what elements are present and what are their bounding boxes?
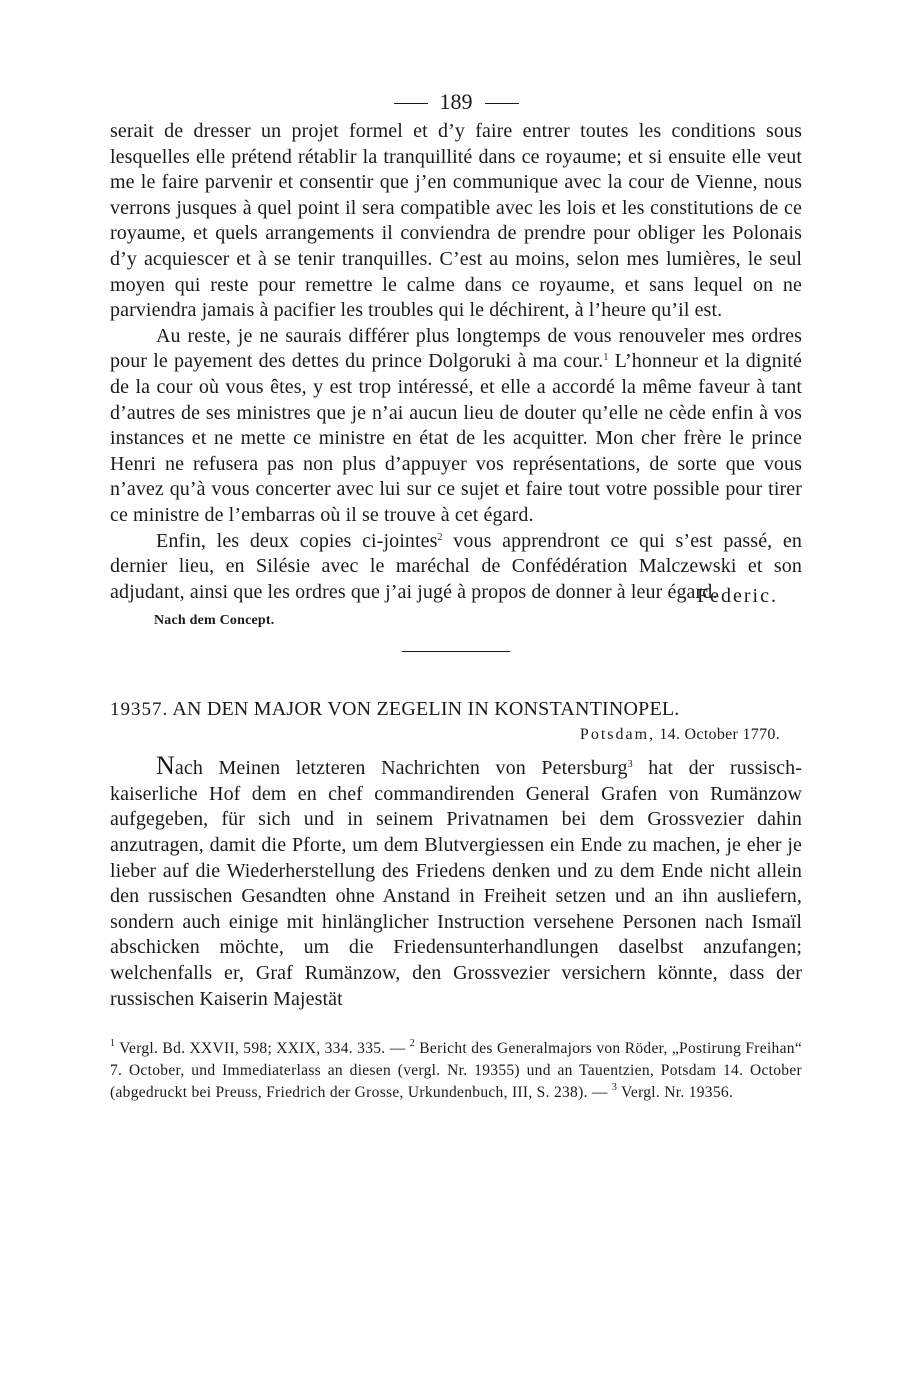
letter-paragraph-1-text-b: hat der russisch-kaiserliche Hof dem en chef commandirenden General Grafen von Rumänzow aufgegeben, für sich und in seinem Privatnamen bei dem Grossvezier dahin anzutragen, damit die Pforte, um dem Blutvergiessen ein Ende zu machen, je eher je lieber auf die Wiederherstellung des Friedens denken und zu dem Ende nicht allein den russischen Gesandten ohne Anstand in Freiheit setzen und an ihn ausliefern, sondern auch einige mit hinlänglicher Instruction versehene Personen nach Ismaïl abschicken möchte, um die Friedensunterhandlungen daselbst anzufangen; welchenfalls er, Graf Rumänzow, den Grossvezier versichern könnte, dass der russischen Kaiserin Majestät bbox=[110, 757, 802, 1010]
letter-heading bbox=[110, 696, 802, 723]
paragraph-3-text-b: vous apprendront ce qui s’est passé, en dernier lieu, en Silésie avec le maréchal de Confédération Malczewski et son adjudant, ainsi que les ordres que j’ai jugé à propos de donner à leur égard. bbox=[110, 529, 802, 603]
initial-letter: N bbox=[156, 751, 175, 781]
letter-end-paragraph-2 bbox=[110, 324, 802, 529]
page-number-header bbox=[110, 85, 802, 119]
footnote-mark-1: 1 bbox=[110, 1038, 116, 1050]
footnote-ref-2: 2 bbox=[437, 531, 443, 543]
footnote-text-3: Vergl. Nr. 19356. bbox=[617, 1084, 734, 1102]
letter-end-paragraph-1: serait de dresser un projet formel et d’y faire entrer toutes les conditions sous lesquelles elle prétend rétablir la tranquillité dans ce royaume; et si ensuite elle veut me le faire parvenir et consentir que j’en communique avec la cour de Vienne, nous verrons jusques à quel point il sera compatible avec les lois et les constitutions de ce royaume, et quels arrangements il conviendra de prendre pour obliger les Polonais d’y acquiescer et à se tenir tranquilles. C’est au moins, selon mes lumières, le seul moyen qui reste pour remettre le calme dans ce royaume, et sans lequel on ne parviendra jamais à pacifier les troubles qui le déchirent, à l’heure qu’il est. bbox=[110, 120, 802, 322]
letter-place: Potsdam, bbox=[579, 726, 656, 744]
paragraph-3-text-a: Enfin, les deux copies ci-jointes bbox=[156, 529, 438, 552]
source-note: Nach dem Concept. bbox=[154, 613, 275, 629]
footnote-mark-3: 3 bbox=[611, 1082, 618, 1094]
letter-number: 19357. bbox=[110, 699, 169, 721]
place-date-line bbox=[110, 723, 780, 747]
header-dash-left bbox=[394, 103, 428, 104]
section-divider bbox=[402, 651, 510, 652]
footnote-mark-2: 2 bbox=[409, 1038, 416, 1050]
paragraph-2-text-a: Au reste, je ne saurais différer plus longtemps de vous renouveler mes ordres pour le payement des dettes du prince Dolgoruki à ma cour. bbox=[110, 324, 802, 373]
signature: Federic. bbox=[697, 585, 778, 608]
letter-title: AN DEN MAJOR VON ZEGELIN IN KONSTANTINOPEL. bbox=[172, 698, 680, 721]
page-number: 189 bbox=[439, 89, 473, 114]
letter-paragraph-1-text-a: ach Meinen letzteren Nachrichten von Petersburg bbox=[174, 757, 628, 780]
footnotes bbox=[110, 1038, 802, 1104]
page bbox=[110, 85, 802, 1104]
header-dash-right bbox=[485, 103, 519, 104]
footnote-ref-3: 3 bbox=[627, 759, 633, 771]
letter-date: 14. October 1770. bbox=[659, 726, 780, 744]
footnote-text-2: Bericht des Generalmajors von Röder, „Postirung Freihan“ 7. October, und Immediaterlass an diesen (vergl. Nr. 19355) und an Tauentzien, Potsdam 14. October (abgedruckt bei Preuss, Friedrich der Grosse, Urkundenbuch, III, S. 238). — bbox=[110, 1040, 803, 1102]
letter-paragraph-1 bbox=[110, 753, 802, 1012]
paragraph-2-text-b: L’honneur et la dignité de la cour où vous êtes, y est trop intéressé, et elle a accordé la même faveur à tant d’autres de ses ministres que je n’ai aucun lieu de douter qu’elle ne cède enfin à vos instances et ne mette ce ministre en état de les acquitter. Mon cher frère le prince Henri ne refusera pas non plus d’appuyer vos représentations, de sorte que vous n’avez qu’à vous concerter avec lui sur ce sujet et faire tout votre possible pour tirer ce ministre de l’embarras où il se trouve à cet égard. bbox=[110, 350, 802, 526]
footnote-ref-1: 1 bbox=[603, 352, 609, 364]
footnote-text-1: Vergl. Bd. XXVII, 598; XXIX, 334. 335. — bbox=[115, 1040, 410, 1058]
